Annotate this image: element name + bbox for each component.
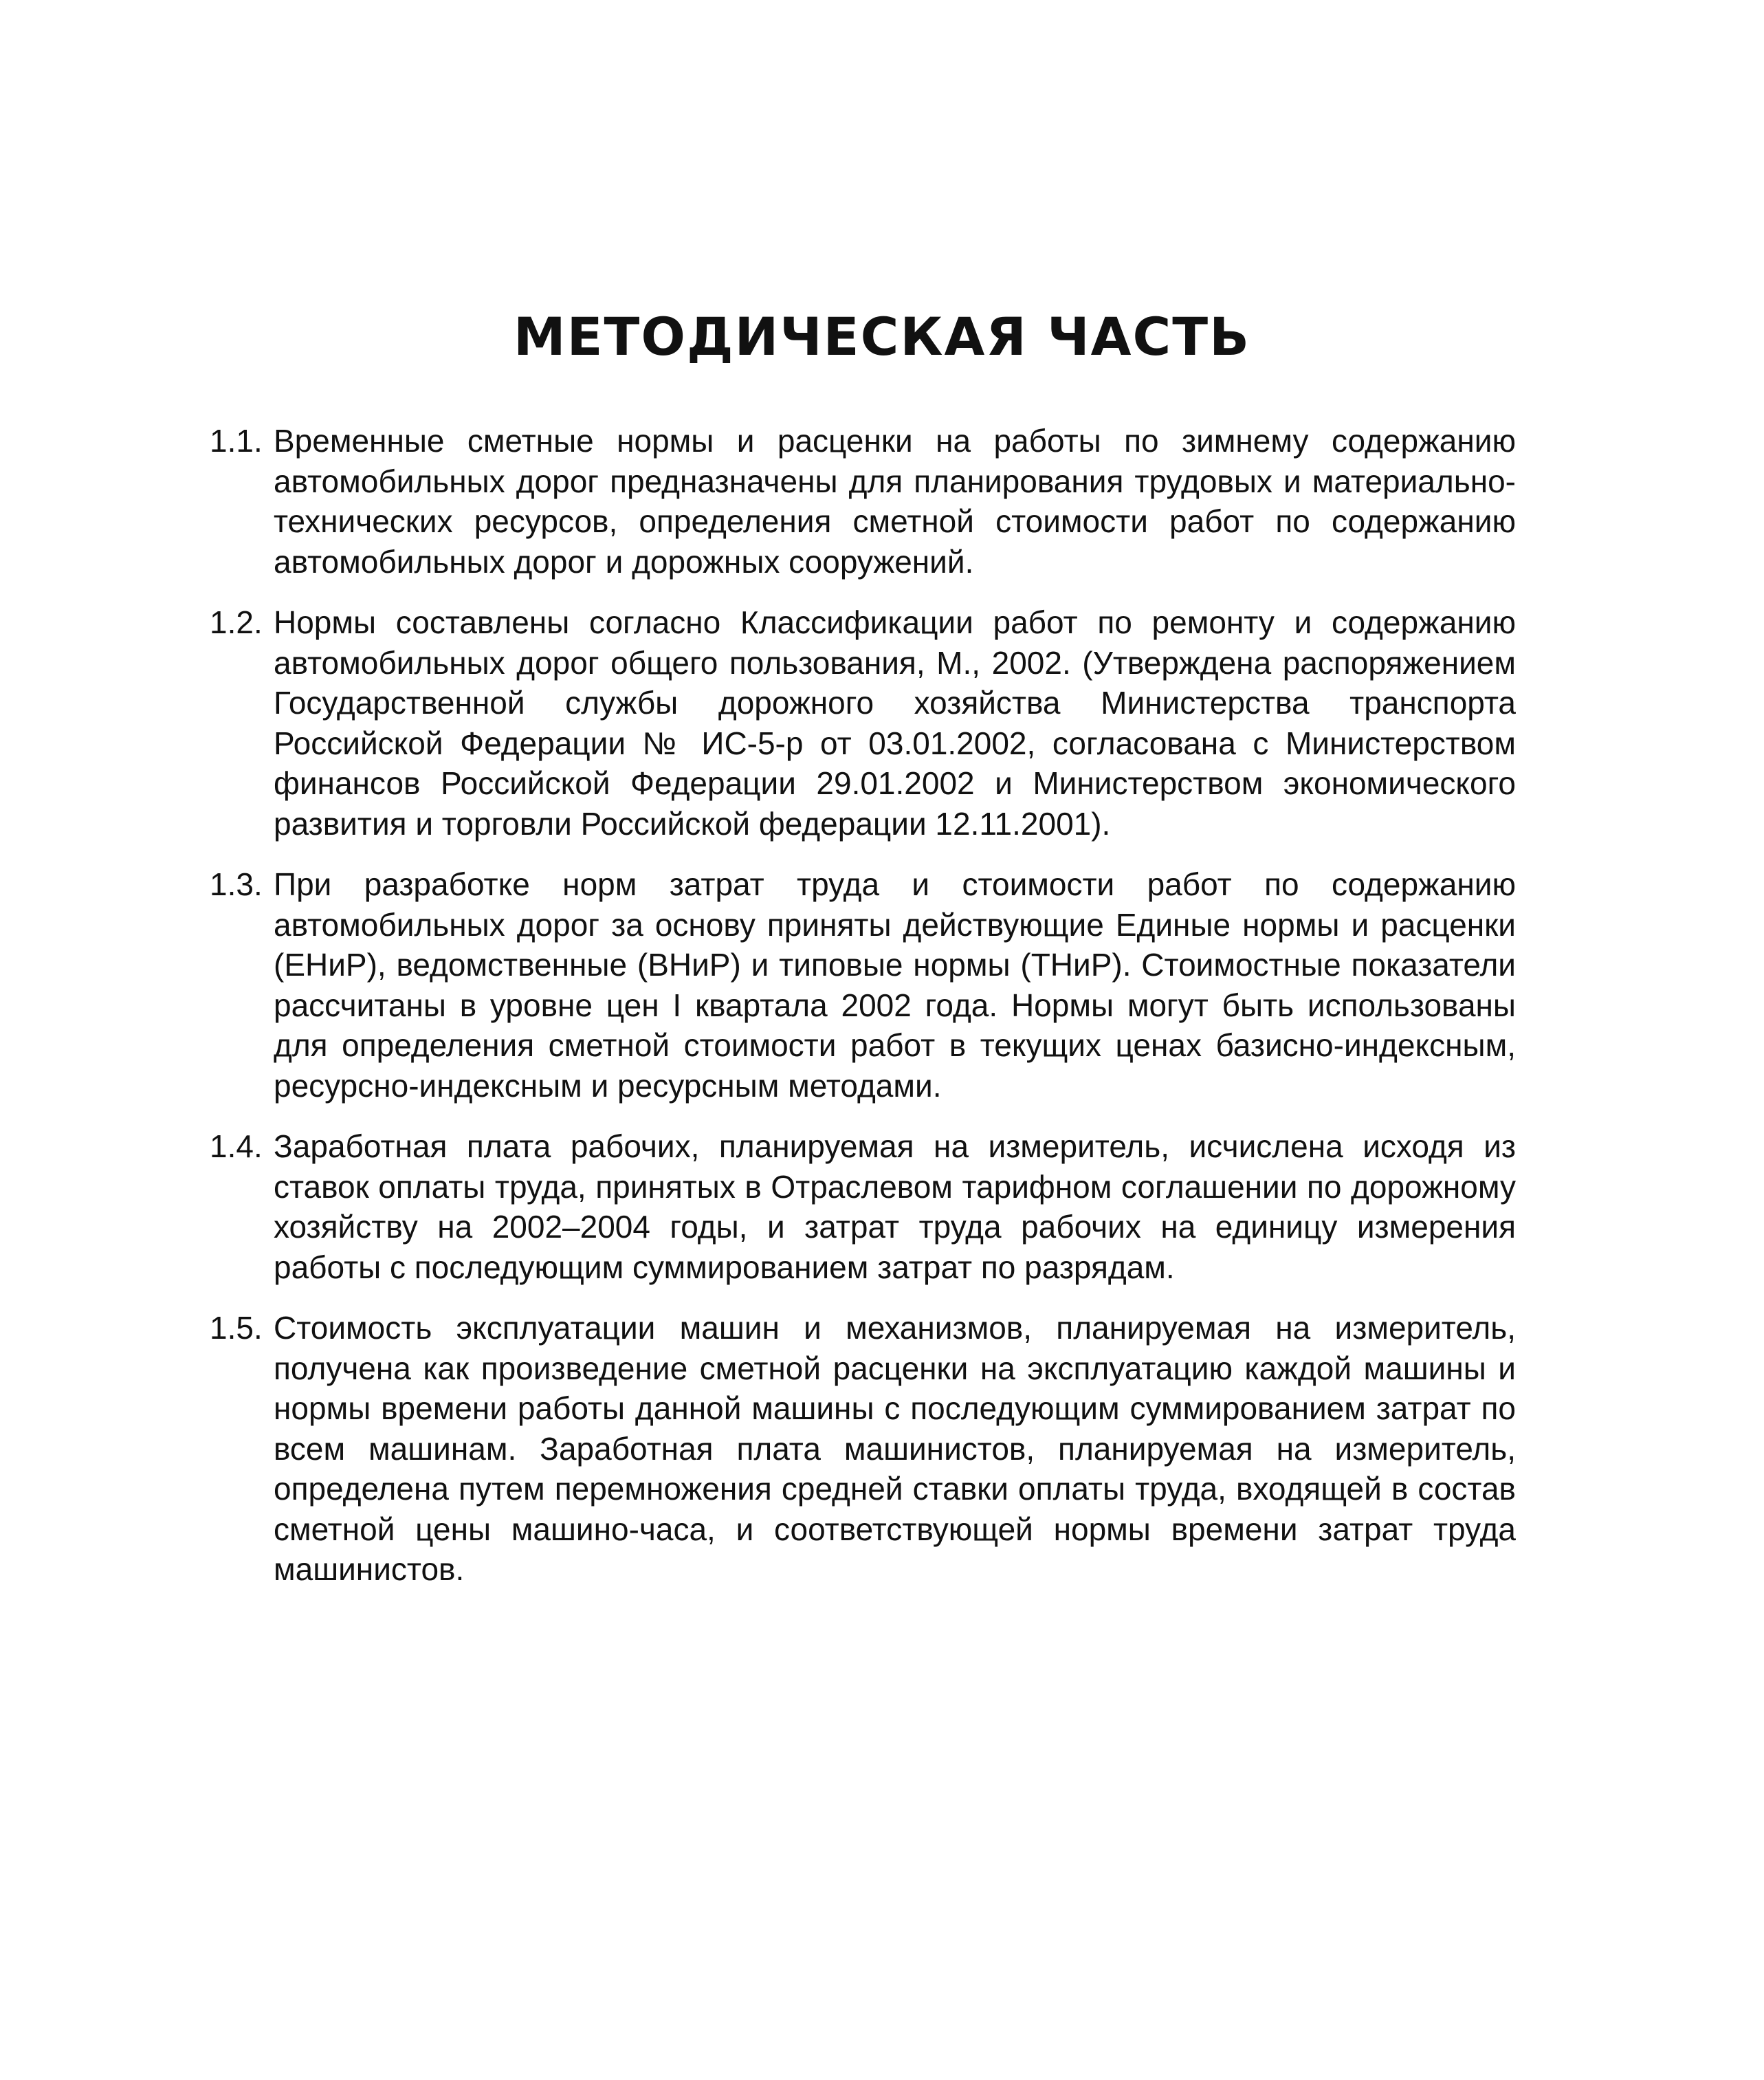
clause-text: Временные сметные нормы и расценки на работы по зимнему содержанию автомобильных дорог предназначены для планирования трудовых и материально-технических ресурсов, определения сметной стоимости работ по содержанию автомобильных дорог и дорожных сооружений. bbox=[274, 423, 1516, 580]
clause-text: Заработная плата рабочих, планируемая на измеритель, исчислена исходя из ставок оплаты труда, принятых в Отраслевом тарифном соглашении по дорожному хозяйству на 2002–2004 годы, и затрат труда рабочих на единицу измерения работы с последующим суммированием затрат по разрядам. bbox=[274, 1128, 1516, 1285]
clause-item bbox=[210, 421, 1516, 582]
clause-number: 1.3. bbox=[210, 866, 263, 902]
clause-item bbox=[210, 1126, 1516, 1287]
clause-number: 1.2. bbox=[210, 604, 263, 640]
clause-number: 1.5. bbox=[210, 1310, 263, 1346]
clause-text: Нормы составлены согласно Классификации работ по ремонту и содержанию автомобильных дорог общего пользования, М., 2002. (Утверждена распоряжением Государственной службы дорожного хозяйства Министерства транспорта Российской Федерации № ИС-5-р от 03.01.2002, согласована с Министерством финансов Российской Федерации 29.01.2002 и Министерством экономического развития и торговли Российской федерации 12.11.2001). bbox=[274, 604, 1516, 842]
clause-item bbox=[210, 864, 1516, 1106]
clause-text: При разработке норм затрат труда и стоимости работ по содержанию автомобильных дорог за основу приняты действующие Единые нормы и расценки (ЕНиР), ведомственные (ВНиР) и типовые нормы (ТНиР). Стоимостные показатели рассчитаны в уровне цен I квартала 2002 года. Нормы могут быть использованы для определения сметной стоимости работ в текущих ценах базисно-индексным, ресурсно-индексным и ресурсным методами. bbox=[274, 866, 1516, 1104]
clause-text: Стоимость эксплуатации машин и механизмов, планируемая на измеритель, получена как произведение сметной расценки на эксплуатацию каждой машины и нормы времени работы данной машины с последующим суммированием затрат по всем машинам. Заработная плата машинистов, планируемая на измеритель, определена путем перемножения средней ставки оплаты труда, входящей в состав сметной цены машино-часа, и соответствующей нормы времени затрат труда машинистов. bbox=[274, 1310, 1516, 1587]
clause-item bbox=[210, 1308, 1516, 1590]
clause-item bbox=[210, 602, 1516, 844]
clause-number: 1.4. bbox=[210, 1128, 263, 1164]
clause-number: 1.1. bbox=[210, 423, 263, 459]
clause-list bbox=[210, 421, 1516, 1610]
page-title: МЕТОДИЧЕСКАЯ ЧАСТЬ bbox=[513, 306, 1251, 367]
